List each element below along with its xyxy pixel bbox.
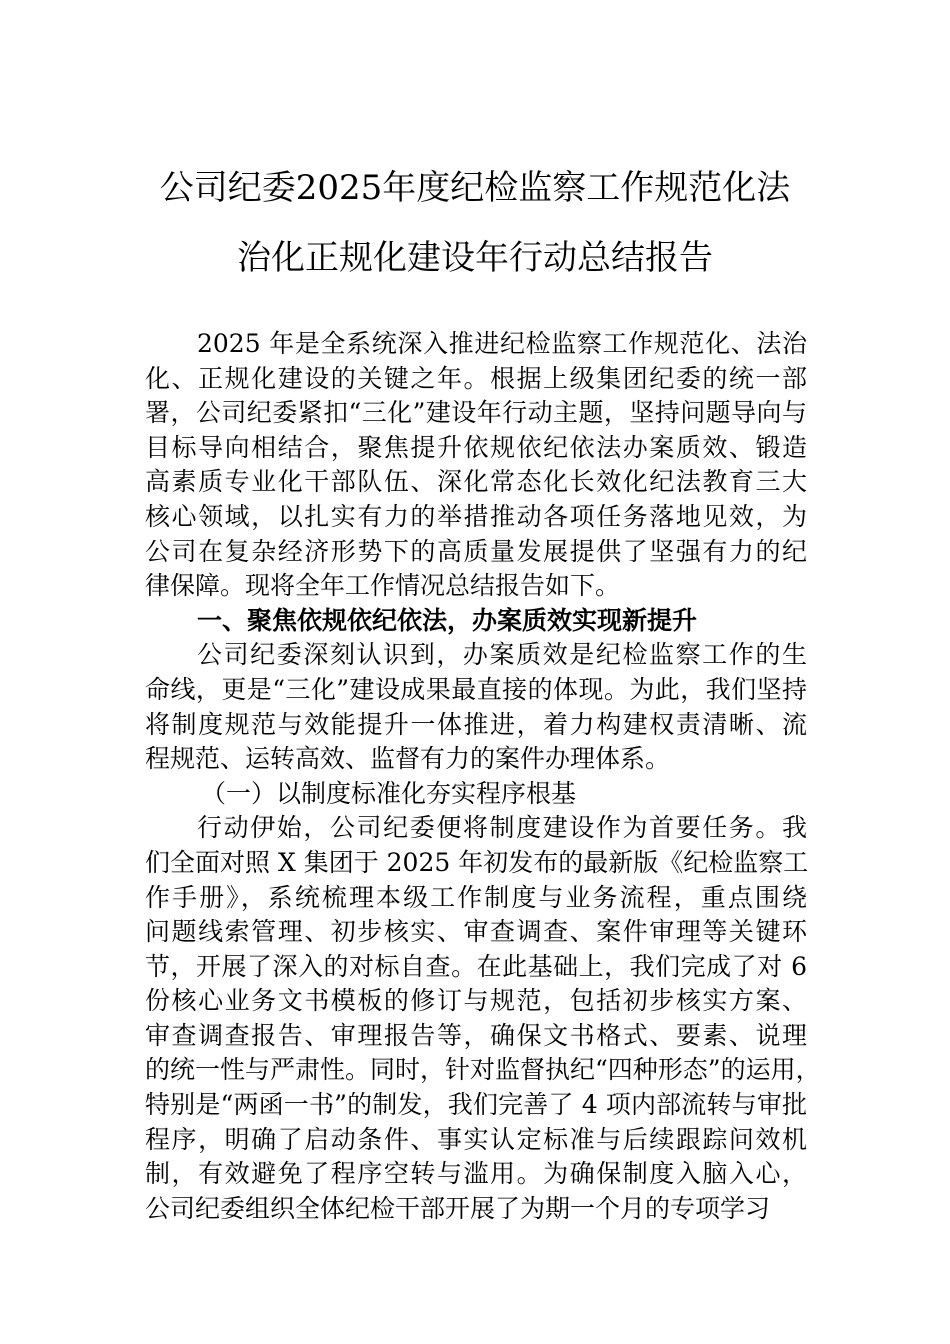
text-line: （一）以制度标准化夯实程序根基 xyxy=(201,778,577,808)
text-line: 问题线索管理、初步核实、审查调查、案件审理等关键环 xyxy=(145,917,807,947)
text-line: 署，公司纪委紧扣“三化”建设年行动主题，坚持问题导向与 xyxy=(145,398,807,428)
text-line: 命线，更是“三化”建设成果最直接的体现。为此，我们坚持 xyxy=(145,674,807,704)
paragraph xyxy=(145,811,821,1226)
text-line: 程规范、运转高效、监督有力的案件办理体系。 xyxy=(145,744,671,774)
paragraph xyxy=(145,327,807,604)
section-heading xyxy=(145,604,807,639)
text-line: 目标导向相结合，聚焦提升依规依纪依法办案质效、锻造 xyxy=(145,432,807,462)
text-line: 行动伊始，公司纪委便将制度建设作为首要任务。我 xyxy=(197,813,807,843)
document-body xyxy=(145,327,821,1226)
text-line: 律保障。现将全年工作情况总结报告如下。 xyxy=(145,571,621,601)
text-line: 作手册》，系统梳理本级工作制度与业务流程，重点围绕 xyxy=(145,882,807,912)
text-line: 公司纪委深刻认识到，办案质效是纪检监察工作的生 xyxy=(197,640,807,670)
text-line: 将制度规范与效能提升一体推进，着力构建权责清晰、流 xyxy=(145,709,807,739)
text-line: 特别是“两函一书”的制发，我们完善了 4 项内部流转与审批 xyxy=(145,1090,807,1120)
text-line: 节，开展了深入的对标自查。在此基础上，我们完成了对 6 xyxy=(145,951,807,981)
subsection-heading xyxy=(145,777,807,812)
text-line: 份核心业务文书模板的修订与规范，包括初步核实方案、 xyxy=(145,986,807,1016)
text-line: 审查调查报告、审理报告等，确保文书格式、要素、说理 xyxy=(145,1020,807,1050)
text-line: 核心领域，以扎实有力的举措推动各项任务落地见效，为 xyxy=(145,501,807,531)
text-line: 2025 年是全系统深入推进纪检监察工作规范化、法治 xyxy=(197,329,807,358)
text-line: 公司纪委组织全体纪检干部开展了为期一个月的专项学习 xyxy=(145,1193,771,1223)
text-line: 制，有效避免了程序空转与滥用。为确保制度入脑入心， xyxy=(145,1159,807,1189)
text-line: 公司在复杂经济形势下的高质量发展提供了坚强有力的纪 xyxy=(145,536,807,566)
text-line: 化、正规化建设的关键之年。根据上级集团纪委的统一部 xyxy=(145,363,807,393)
document-title xyxy=(120,153,830,293)
paragraph xyxy=(145,638,807,776)
text-line: 的统一性与严肃性。同时，针对监督执纪“四种形态”的运用， xyxy=(145,1055,821,1085)
title-line-2: 治化正规化建设年行动总结报告 xyxy=(237,238,713,278)
text-line: 程序，明确了启动条件、事实认定标准与后续跟踪问效机 xyxy=(145,1124,807,1154)
title-line-1: 公司纪委2025年度纪检监察工作规范化法 xyxy=(159,168,791,208)
text-line: 们全面对照 X 集团于 2025 年初发布的最新版《纪检监察工 xyxy=(145,847,809,877)
text-line: 高素质专业化干部队伍、深化常态化长效化纪法教育三大 xyxy=(145,467,807,497)
text-line: 一、聚焦依规依纪依法，办案质效实现新提升 xyxy=(197,605,698,635)
